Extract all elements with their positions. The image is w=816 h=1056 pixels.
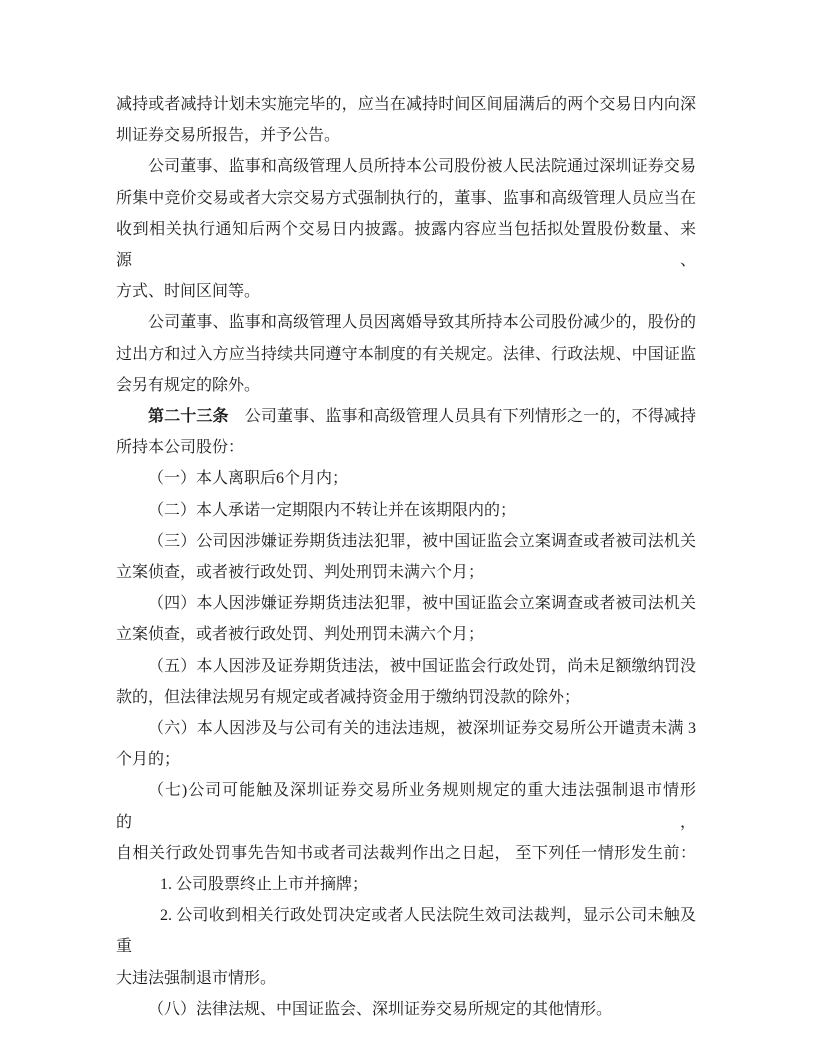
text-line: 立案侦查，或者被行政处罚、判处刑罚未满六个月； (116, 564, 485, 582)
list-item-2: （二）本人承诺一定期限内不转让并在该期限内的； (148, 501, 517, 519)
text-line article-heading-line (116, 401, 696, 432)
text-line: 个月的； (116, 751, 181, 769)
text-line: 收到相关执行通知后两个交易日内披露。披露内容应当包括拟处置股份数量、来源、 (116, 220, 696, 270)
list-item-4: （四）本人因涉嫌证券期货违法犯罪，被中国证监会立案调查或者被司法机关 (148, 595, 696, 613)
list-item-5: （五）本人因涉及证券期货违法，被中国证监会行政处罚，尚未足额缴纳罚没 (148, 657, 696, 675)
text-line: 立案侦查，或者被行政处罚、判处刑罚未满六个月； (116, 626, 485, 644)
text-line: 自相关行政处罚事先告知书或者司法裁判作出之日起， 至下列任一情形发生前： (116, 844, 696, 862)
text-line: 款的，但法律法规另有规定或者减持资金用于缴纳罚没款的除外； (116, 688, 581, 706)
sub-item-1: 1. 公司股票终止上市并摘牌； (160, 876, 369, 894)
text-line: 所持本公司股份： (116, 439, 245, 457)
list-item-8: （八）法律法规、中国证监会、深圳证券交易所规定的其他情形。 (148, 1000, 613, 1018)
sub-item-2: 2. 公司收到相关行政处罚决定或者人民法院生效司法裁判，显示公司未触及重 (116, 907, 696, 956)
text-line: 会另有规定的除外。 (116, 376, 261, 394)
text-line: 减持或者减持计划未实施完毕的，应当在减持时间区间届满后的两个交易日内向深 (116, 96, 696, 113)
list-item-6: （六）本人因涉及与公司有关的违法违规，被深圳证券交易所公开谴责未满 3 (148, 720, 696, 738)
list-item-3: （三）公司因涉嫌证券期货违法犯罪，被中国证监会立案调查或者被司法机关 (148, 532, 696, 550)
text-line: 圳证券交易所报告，并予公告。 (116, 127, 341, 145)
text-line: 过出方和过入方应当持续共同遵守本制度的有关规定。法律、行政法规、中国证监 (116, 345, 696, 363)
article-number: 第二十三条 (148, 408, 229, 426)
text-line: 大违法强制退市情形。 (116, 969, 277, 987)
list-item-7: （七)公司可能触及深圳证券交易所业务规则规定的重大违法强制退市情形的， (116, 782, 696, 831)
text-line: 方式、时间区间等。 (116, 283, 261, 301)
list-item-1: （一）本人离职后6个月内； (148, 470, 349, 488)
text-line: 公司董事、监事和高级管理人员因离婚导致其所持本公司股份减少的，股份的 (148, 314, 696, 332)
article-heading-text: 公司董事、监事和高级管理人员具有下列情形之一的，不得减持 (228, 408, 696, 426)
text-line: 公司董事、监事和高级管理人员所持本公司股份被人民法院通过深圳证券交易 (148, 158, 696, 176)
text-line: 所集中竞价交易或者大宗交易方式强制执行的，董事、监事和高级管理人员应当在 (116, 189, 696, 207)
